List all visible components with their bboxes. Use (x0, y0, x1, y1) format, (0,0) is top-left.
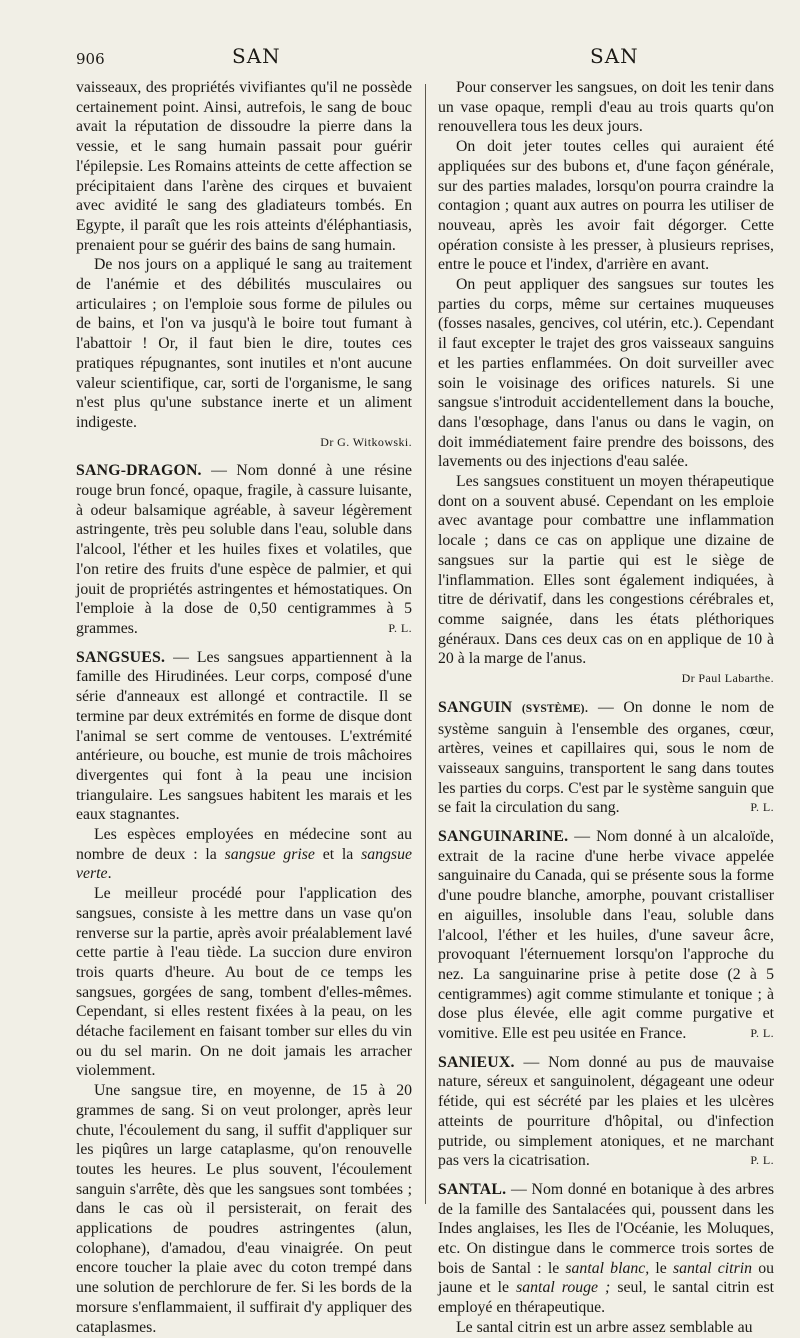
paragraph: On doit jeter toutes celles qui auraient été appliquées sur des bubons et, d'une façon générale, sur des parties malades, lorsqu'on pourra craindre la contagion ; quant aux autres on pourra les utiliser de nouveau, après les avoir fait dégorger. Cette opération consiste à les presser, à plusieurs reprises, entre le pouce et l'index, d'arrière en avant. (438, 138, 774, 274)
running-head-left: SAN (232, 44, 281, 68)
author-signature: P. L. (750, 1026, 774, 1041)
headword: SANIEUX. (438, 1053, 515, 1071)
author-signature: P. L. (750, 800, 774, 815)
entry-text (438, 1180, 774, 1318)
page-header (0, 44, 800, 74)
entry-sang-continued (76, 78, 412, 452)
text-run: le (649, 1259, 673, 1277)
text-run: ou jaune et le (438, 1259, 774, 1297)
wood-variety: santal rouge ; (516, 1279, 611, 1297)
right-column (438, 78, 774, 1338)
paragraph: Pour conserver les sangsues, on doit les tenir dans un vase opaque, rempli d'eau au trois quarts qu'on renouvellera tous les deux jours. (438, 79, 774, 136)
paragraph: vaisseaux, des propriétés vivifiantes qu'il ne possède certainement point. Ainsi, autrefois, le sang de bouc avait la réputation de dissoudre la pierre dans la vessie, et le sang humain passait pour guérir l'épilepsie. Les Romains atteints de cette affection se précipitaient dans l'arène des cirques et buvaient avec avidité le sang des gladiateurs tombés. En Egypte, il paraît que les rois atteints d'éléphantiasis, prenaient pour se guérir des bains de sang humain. (76, 79, 412, 254)
entry-text (76, 648, 412, 825)
text-run: et la (314, 845, 362, 863)
entry-sangsues (76, 648, 412, 1338)
entry-sang-dragon (76, 461, 412, 638)
paragraph: Les sangsues constituent un moyen thérapeutique dont on a souvent abusé. Cependant on les emploie avec avantage pour combattre une inflammation locale ; dans ce cas on applique une dizaine de sangsues sur la partie qui est le siège de l'inflammation. Elles sont également indiquées, à titre de dérivatif, dans les congestions cérébrales et, comme saignée, dans les états pléthoriques généraux. Dans ces deux cas on en applique de 10 à 20 à la marge de l'anus. (438, 473, 774, 668)
entry-text (76, 461, 412, 638)
text-run: . (107, 865, 112, 883)
left-column (76, 78, 412, 1337)
entry-sanguin (438, 698, 774, 818)
author-signature: P. L. (388, 620, 412, 635)
page-number: 906 (76, 50, 105, 68)
running-head-right: SAN (590, 44, 639, 68)
entry-text (438, 1053, 774, 1171)
wood-variety: santal citrin (672, 1259, 753, 1277)
entry-santal (438, 1180, 774, 1338)
paragraph: On peut appliquer des sangsues sur toutes les parties du corps, même sur certaines muqueuses (fosses nasales, gencives, col utérin, etc.). Cependant il faut excepter le trajet des gros vaisseaux sanguins et les parties enflammées. On doit surveiller avec soin le voisinage des orifices naturels. Si une sangsue s'introduit accidentellement dans la bouche, dans l'œsophage, dans l'anus ou dans le vagin, on doit immédiatement faire prendre des boissons, des lavements ou des injections d'eau salée. (438, 276, 774, 471)
entry-text (438, 827, 774, 1044)
wood-variety: santal blanc, (565, 1259, 650, 1277)
author-signature: Dr G. Witkowski. (320, 434, 412, 449)
definition: — Nom donné à une résine rouge brun foncé, opaque, fragile, à cassure luisante, à odeur balsamique agréable, à saveur légèrement astringente, très peu soluble dans l'eau, soluble dans l'alcool, l'éther et les huiles fixes et volatiles, que l'on retire des fruits d'une espèce de palmier, et qui jouit de propriétés astringentes et hémostatiques. On l'emploie à la dose de 0,50 centigrammes à 5 grammes. (76, 462, 412, 637)
paragraph (76, 825, 412, 884)
definition: — Les sangsues appartiennent à la famille des Hirudinées. Leur corps, composé d'une série d'anneaux est allongé et contractile. Il se termine par deux extrémités en forme de disque dont l'animal se sert comme de ventouses. L'extrémité antérieure, ou bouche, est munie de trois mâchoires divergentes qui font à la peau une incision triangulaire. Les sangsues habitent les marais et les eaux stagnantes. (76, 648, 412, 824)
text-run: — Nom donné en botanique à des arbres de la famille des Santalacées qui, poussent dans les Indes anglaises, les Iles de l'Océanie, les Moluques, etc. On distingue dans le commerce trois sortes de bois de Santal : le (438, 1180, 774, 1277)
definition: . — On donne le nom de système sanguin à l'ensemble des organes, cœur, artères, veines et capillaires qui, sous le nom de vaisseaux sanguins, transportent le sang dans toutes les parties du corps. C'est par le système sanguin que se fait la circulation du sang. (438, 698, 775, 817)
headword: SANG-DRAGON. (76, 462, 202, 480)
column-divider (425, 84, 426, 1204)
headword: SANGUIN (438, 698, 513, 716)
headword: SANGSUES. (76, 648, 166, 666)
headword-qualifier: (SYSTÈME) (521, 702, 585, 715)
headword: SANGUINARINE. (438, 828, 569, 846)
entry-sangsues-continued (438, 78, 774, 689)
definition: — Nom donné au pus de mauvaise nature, séreux et sanguinolent, dégageant une odeur fétide, qui est sécrété par les plaies et les ulcères atteints de pourriture d'hôpital, ou d'infection putride, ou simplement atoniques, et ne marchant pas vers la cicatrisation. (438, 1053, 774, 1170)
definition: — Nom donné à un alcaloïde, extrait de la racine d'une herbe vivace appelée sanguinaire du Canada, qui se présente sous la forme d'une poudre blanche, amorphe, pouvant cristalliser en aiguilles, insoluble dans l'eau, soluble dans l'alcool, l'éther et les huiles, d'une saveur âcre, provoquant l'éternuement lorsqu'on l'approche du nez. La sanguinarine prise à petite dose (2 à 5 centigrammes) agit comme stimulante et tonique ; à dose plus élevée, elle agit comme purgative et vomitive. Elle est peu usitée en France. (438, 828, 774, 1043)
author-signature: P. L. (750, 1153, 774, 1168)
paragraph: De nos jours on a appliqué le sang au traitement de l'anémie et des débilités musculaires ou articulaires ; on l'emploie sous forme de pilules ou de bains, et l'on va jusqu'à le boire tout fumant à l'abattoir ! Or, il faut bien le dire, toutes ces pratiques répugnantes, sont inutiles et n'ont aucune valeur scientifique, car, sorti de l'organisme, le sang n'est plus qu'une substance inerte et un aliment indigeste. (76, 256, 412, 431)
headword: SANTAL. (438, 1180, 507, 1198)
paragraph: Le santal citrin est un arbre assez semblable au (456, 1318, 753, 1336)
paragraph: Une sangsue tire, en moyenne, de 15 à 20 grammes de sang. Si on veut prolonger, après leur chute, l'écoulement du sang, il suffit d'appliquer sur les piqûres un large cataplasme, qu'on renouvelle toutes les heures. Le plus souvent, l'écoulement sanguin s'arrête, dès que les sangsues sont tombées ; dans le cas où il persisterait, on ferait des applications de poudres astringentes (alun, colophane), d'amadou, d'eau vinaigrée. On peut encore toucher la plaie avec du coton trempé dans une solution de perchlorure de fer. Si les bords de la morsure s'enflammaient, il suffirait d'y appliquer des cataplasmes. (76, 1082, 412, 1336)
entry-text (438, 698, 774, 818)
paragraph: Le meilleur procédé pour l'application des sangsues, consiste à les mettre dans un vase qu'on renverse sur la partie, après avoir préalablement lavé cette partie à l'eau tiède. La succion dure environ trois quarts d'heure. Au bout de ce temps les sangsues, gorgées de sang, tombent d'elles-mêmes. Cependant, si elles restent fixées à la peau, on les détache facilement en faisant tomber sur elles du vin ou du sel marin. On ne doit jamais les arracher violemment. (76, 885, 412, 1080)
text-run: Les espèces employées en médecine sont au nombre de deux : la (76, 826, 412, 863)
text-run: seul, le santal citrin est employé en thérapeutique. (438, 1279, 774, 1317)
entry-sanieux (438, 1053, 774, 1171)
author-signature: Dr Paul Labarthe. (681, 671, 774, 686)
species-name: sangsue grise (224, 845, 315, 863)
entry-sanguinarine (438, 827, 774, 1044)
species-name: sangsue verte (76, 845, 412, 883)
